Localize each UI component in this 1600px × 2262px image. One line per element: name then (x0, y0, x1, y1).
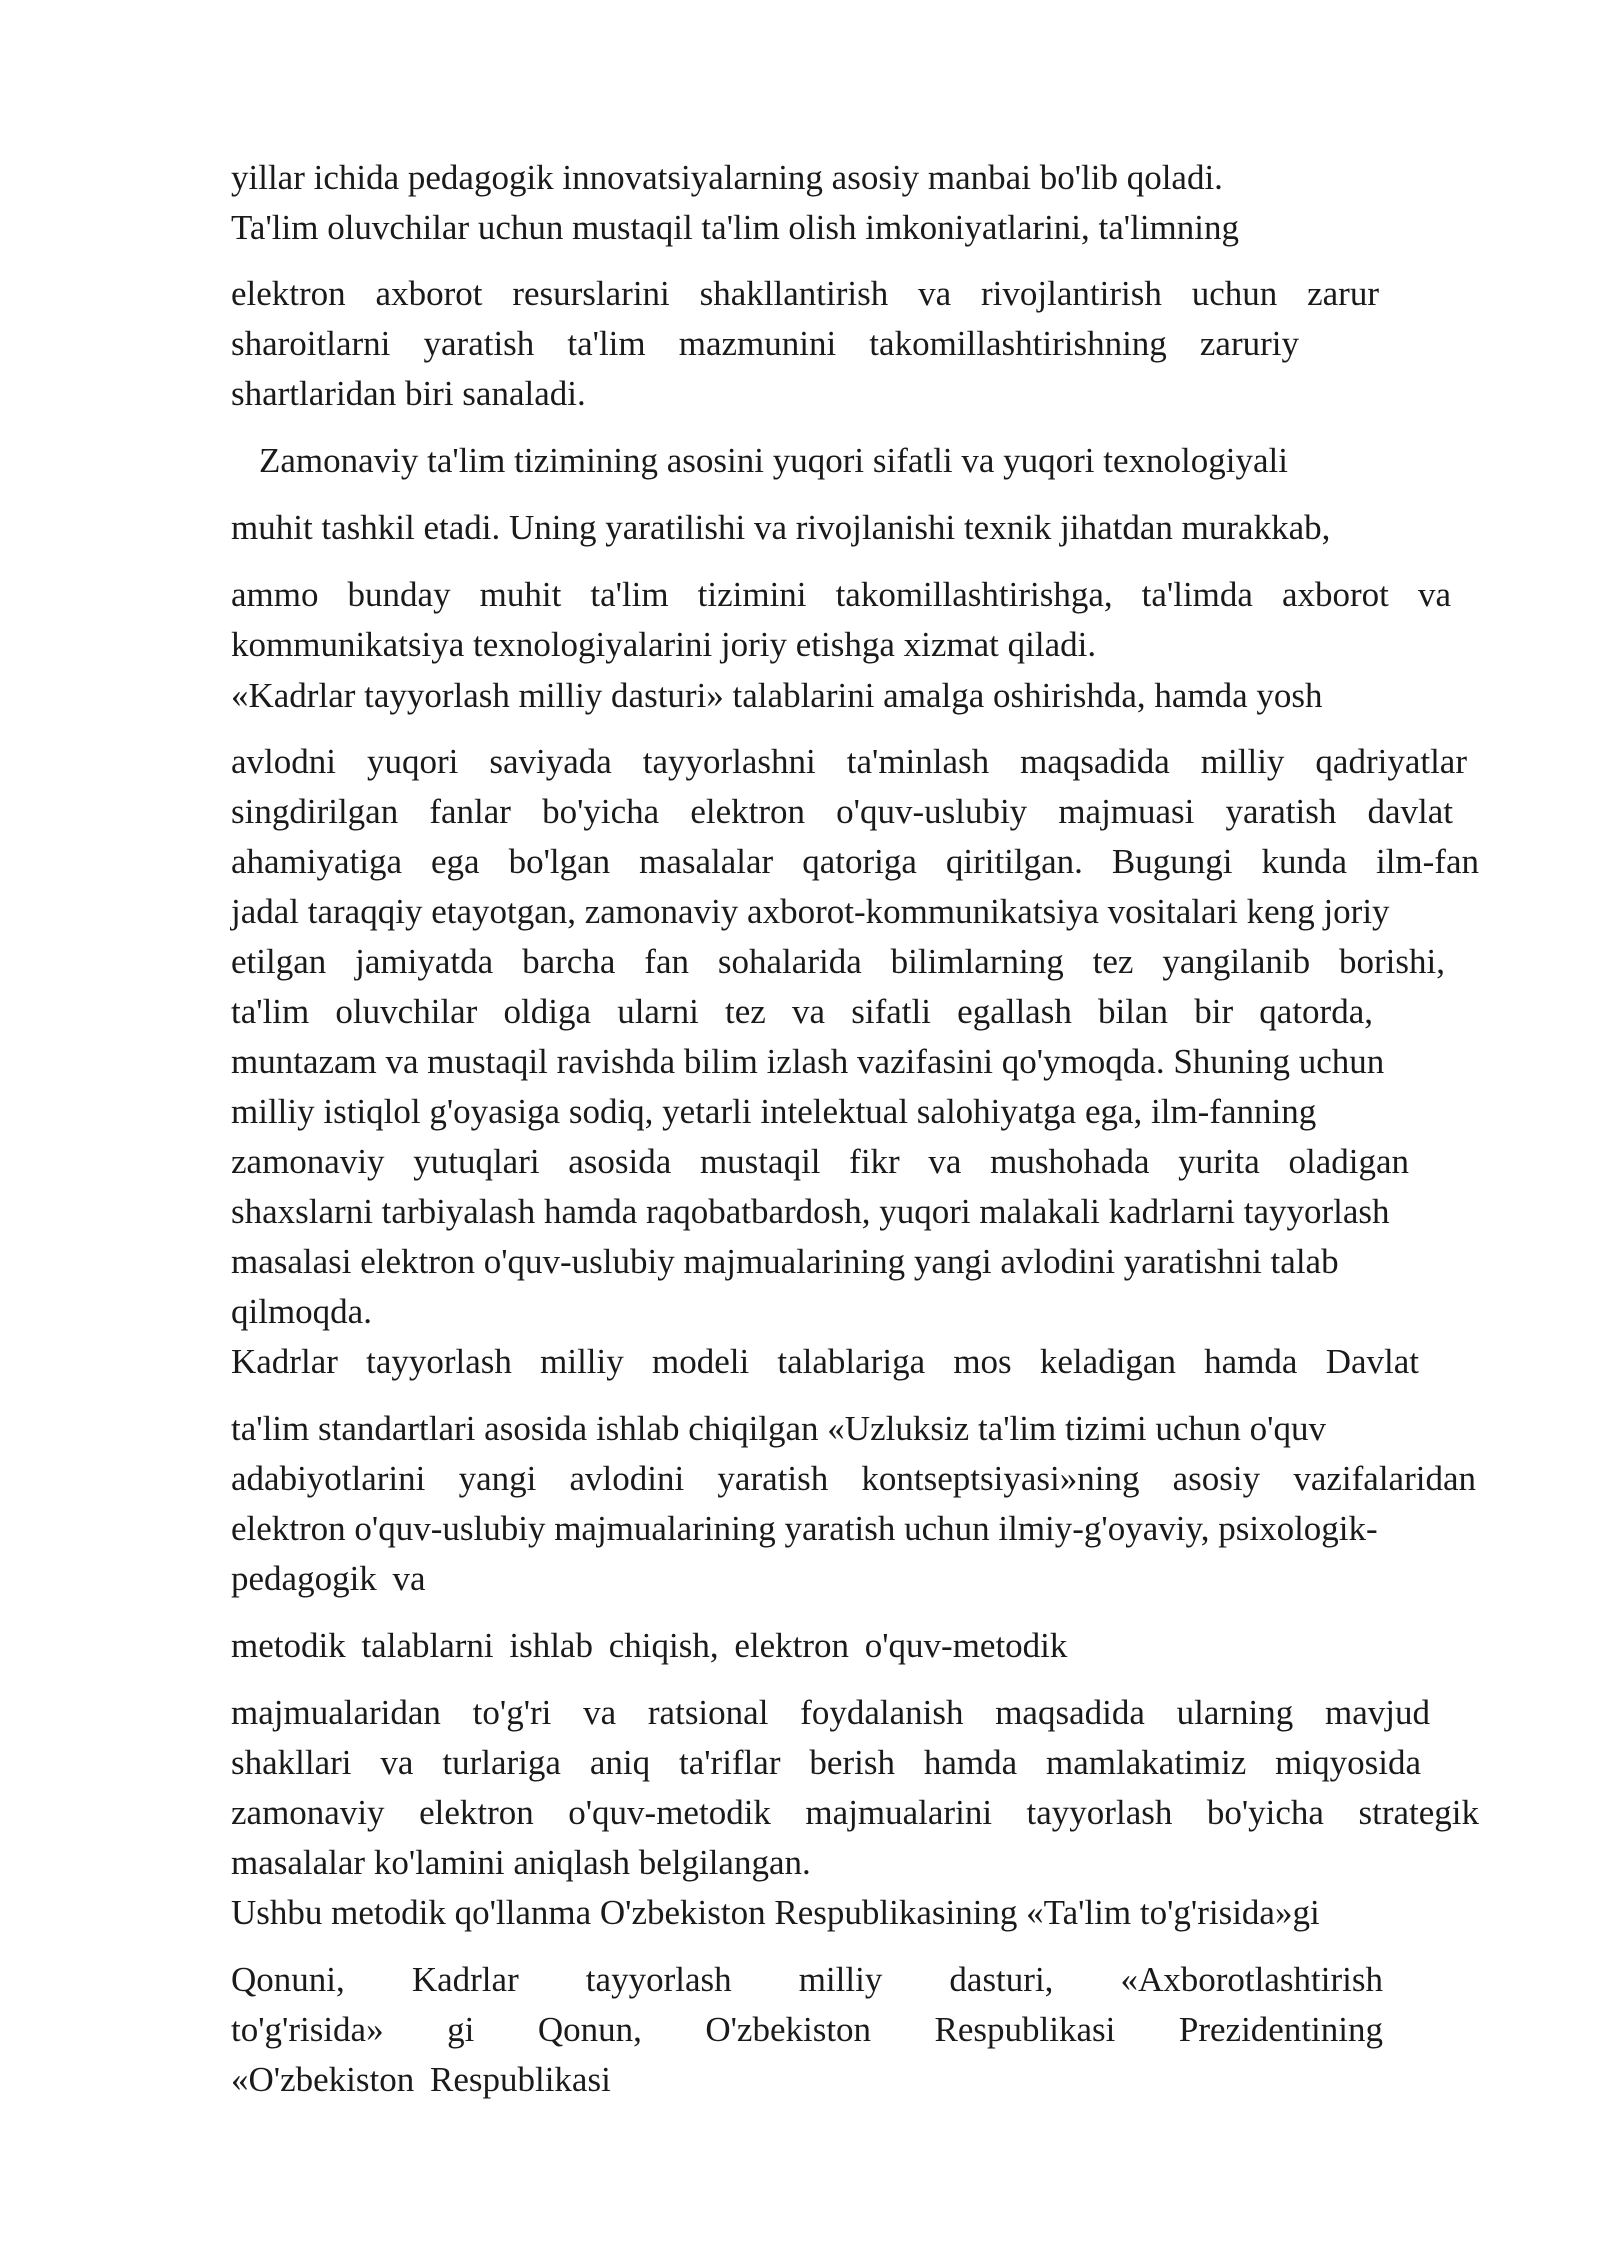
text-line: ammo bunday muhit ta'lim tizimini takomillashtirishga, ta'limda axborot va (231, 575, 1451, 614)
text-line: majmualaridan to'g'ri va ratsional foydalanish maqsadida ularning mavjud (231, 1693, 1430, 1732)
text-line: to'g'risida» gi Qonun, O'zbekiston Respublikasi Prezidentining (231, 2010, 1383, 2049)
text-line: shaxslarni tarbiyalash hamda raqobatbardosh, yuqori malakali kadrlarni tayyorlash (231, 1192, 1390, 1231)
text-line: avlodni yuqori saviyada tayyorlashni ta'minlash maqsadida milliy qadriyatlar (231, 742, 1467, 781)
text-line: masalalar ko'lamini aniqlash belgilangan. (231, 1843, 811, 1882)
text-line: zamonaviy elektron o'quv-metodik majmualarini tayyorlash bo'yicha strategik (231, 1793, 1479, 1832)
text-line: ta'lim standartlari asosida ishlab chiqilgan «Uzluksiz ta'lim tizimi uchun o'quv (231, 1409, 1326, 1448)
text-line: «O'zbekiston Respublikasi (231, 2060, 611, 2099)
text-line: metodik talablarni ishlab chiqish, elektron o'quv-metodik (231, 1626, 1068, 1665)
text-line: singdirilgan fanlar bo'yicha elektron o'quv-uslubiy majmuasi yaratish davlat (231, 792, 1453, 831)
text-line: yillar ichida pedagogik innovatsiyalarning asosiy manbai bo'lib qoladi. (231, 158, 1223, 197)
text-line: muhit tashkil etadi. Uning yaratilishi va rivojlanishi texnik jihatdan murakkab, (231, 508, 1331, 547)
text-line: «Kadrlar tayyorlash milliy dasturi» talablarini amalga oshirishda, hamda yosh (231, 676, 1323, 715)
text-line: milliy istiqlol g'oyasiga sodiq, yetarli intelektual salohiyatga ega, ilm-fanning (231, 1092, 1317, 1131)
text-line: muntazam va mustaqil ravishda bilim izlash vazifasini qo'ymoqda. Shuning uchun (231, 1042, 1385, 1081)
text-line: jadal taraqqiy etayotgan, zamonaviy axborot-kommunikatsiya vositalari keng joriy (231, 892, 1390, 931)
text-line: adabiyotlarini yangi avlodini yaratish kontseptsiyasi»ning asosiy vazifalaridan (231, 1459, 1476, 1498)
text-line: zamonaviy yutuqlari asosida mustaqil fikr va mushohada yurita oladigan (231, 1142, 1409, 1181)
text-line: pedagogik va (231, 1559, 426, 1598)
text-line: elektron o'quv-uslubiy majmualarining yaratish uchun ilmiy-g'oyaviy, psixologik- (231, 1509, 1378, 1548)
text-line: elektron axborot resurslarini shakllantirish va rivojlantirish uchun zarur (231, 274, 1379, 313)
text-line: shartlaridan biri sanaladi. (231, 374, 586, 413)
text-line: masalasi elektron o'quv-uslubiy majmualarining yangi avlodini yaratishni talab (231, 1242, 1339, 1281)
text-line: Ushbu metodik qo'llanma O'zbekiston Respublikasining «Ta'lim to'g'risida»gi (231, 1893, 1320, 1932)
text-line: Ta'lim oluvchilar uchun mustaqil ta'lim olish imkoniyatlarini, ta'limning (231, 208, 1239, 247)
text-line: etilgan jamiyatda barcha fan sohalarida bilimlarning tez yangilanib borishi, (231, 942, 1445, 981)
text-line: Qonuni, Kadrlar tayyorlash milliy dasturi, «Axborotlashtirish (231, 1960, 1383, 1999)
text-line: kommunikatsiya texnologiyalarini joriy etishga xizmat qiladi. (231, 625, 1097, 664)
text-line: ahamiyatiga ega bo'lgan masalalar qatoriga qiritilgan. Bugungi kunda ilm-fan (231, 842, 1479, 881)
text-line: Zamonaviy ta'lim tizimining asosini yuqori sifatli va yuqori texnologiyali (259, 441, 1288, 480)
text-line: shakllari va turlariga aniq ta'riflar berish hamda mamlakatimiz miqyosida (231, 1743, 1421, 1782)
text-line: sharoitlarni yaratish ta'lim mazmunini takomillashtirishning zaruriy (231, 324, 1299, 363)
text-line: ta'lim oluvchilar oldiga ularni tez va sifatli egallash bilan bir qatorda, (231, 992, 1373, 1031)
text-line: qilmoqda. (231, 1292, 372, 1331)
text-line: Kadrlar tayyorlash milliy modeli talablariga mos keladigan hamda Davlat (231, 1342, 1419, 1381)
